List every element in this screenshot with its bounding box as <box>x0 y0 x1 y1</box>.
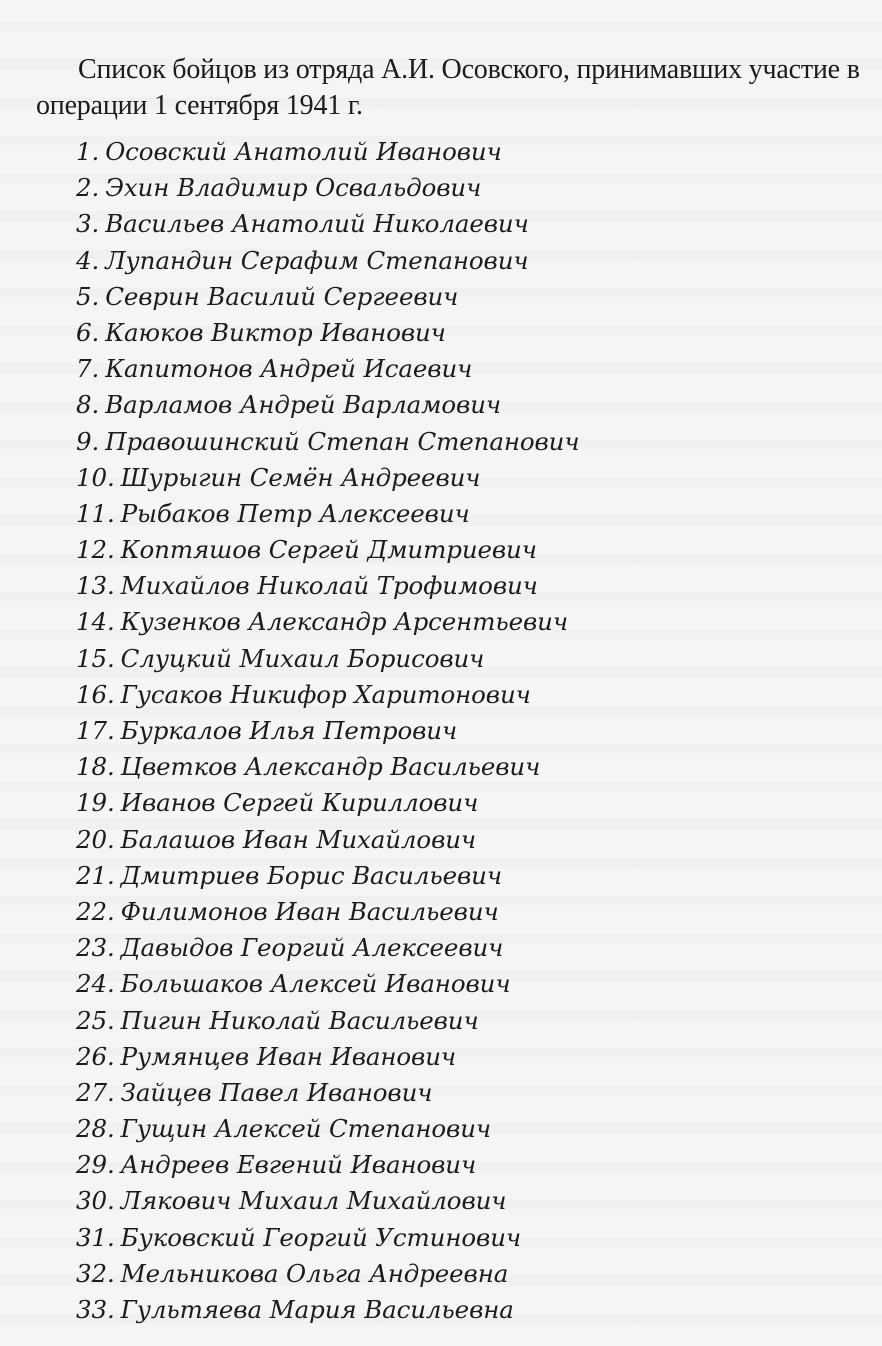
item-number: 32. <box>76 1258 115 1288</box>
item-number: 30. <box>76 1186 115 1216</box>
fighter-name: Михайлов Николай Трофимович <box>120 571 538 601</box>
fighter-name: Шурыгин Семён Андреевич <box>120 462 481 492</box>
item-number: 8. <box>76 390 100 420</box>
fighter-name: Каюков Виктор Иванович <box>105 317 446 347</box>
item-number: 27. <box>76 1077 115 1107</box>
list-item <box>76 134 580 170</box>
item-number: 26. <box>76 1041 115 1071</box>
item-number: 19. <box>76 788 115 818</box>
fighter-name: Гультяева Мария Васильевна <box>120 1295 514 1324</box>
list-item <box>76 568 580 604</box>
list-item <box>76 894 580 930</box>
list-item <box>76 1256 580 1292</box>
fighter-name: Слуцкий Михаил Борисович <box>120 643 485 673</box>
list-item <box>76 966 580 1002</box>
item-number: 21. <box>76 860 115 890</box>
list-item <box>76 749 580 785</box>
list-item <box>76 641 580 677</box>
fighter-name: Иванов Сергей Кириллович <box>120 788 479 818</box>
list-item <box>76 677 580 713</box>
list-item <box>76 604 580 640</box>
list-item <box>76 1292 580 1328</box>
item-number: 14. <box>76 607 115 637</box>
list-item <box>76 243 580 279</box>
fighter-name: Пигин Николай Васильевич <box>120 1005 479 1035</box>
fighter-name: Капитонов Андрей Исаевич <box>105 354 473 384</box>
item-number: 1. <box>76 137 100 166</box>
item-number: 15. <box>76 643 115 673</box>
list-item <box>76 315 580 351</box>
fighter-name: Коптяшов Сергей Дмитриевич <box>120 535 537 565</box>
fighter-name: Лупандин Серафим Степанович <box>105 245 529 275</box>
fighters-list <box>76 134 580 1328</box>
item-number: 6. <box>76 317 100 347</box>
item-number: 18. <box>76 752 115 782</box>
list-item <box>76 1147 580 1183</box>
list-item <box>76 930 580 966</box>
item-number: 25. <box>76 1005 115 1035</box>
fighter-name: Васильев Анатолий Николаевич <box>105 209 529 239</box>
list-item <box>76 170 580 206</box>
item-number: 20. <box>76 824 115 854</box>
list-item <box>76 1003 580 1039</box>
fighter-name: Правошинский Степан Степанович <box>105 426 580 456</box>
list-item <box>76 1075 580 1111</box>
fighter-name: Кузенков Александр Арсентьевич <box>120 607 568 637</box>
list-item <box>76 822 580 858</box>
list-item <box>76 858 580 894</box>
fighter-name: Давыдов Георгий Алексеевич <box>120 933 504 963</box>
list-item <box>76 351 580 387</box>
fighter-name: Мельникова Ольга Андреевна <box>120 1258 509 1288</box>
item-number: 22. <box>76 896 115 926</box>
list-item <box>76 279 580 315</box>
fighter-name: Эхин Владимир Освальдович <box>105 173 482 203</box>
item-number: 2. <box>76 173 100 203</box>
list-item <box>76 532 580 568</box>
item-number: 3. <box>76 209 100 239</box>
list-item <box>76 1220 580 1256</box>
fighter-name: Буковский Георгий Устинович <box>120 1222 522 1252</box>
list-item <box>76 1039 580 1075</box>
item-number: 4. <box>76 245 100 275</box>
fighter-name: Балашов Иван Михайлович <box>120 824 477 854</box>
fighter-name: Гусаков Никифор Харитонович <box>120 679 531 709</box>
item-number: 11. <box>76 498 115 528</box>
item-number: 10. <box>76 462 115 492</box>
fighter-name: Дмитриев Борис Васильевич <box>120 860 502 890</box>
list-item <box>76 785 580 821</box>
list-item <box>76 387 580 423</box>
fighter-name: Варламов Андрей Варламович <box>105 390 502 420</box>
item-number: 12. <box>76 535 115 565</box>
fighter-name: Осовский Анатолий Иванович <box>105 137 502 166</box>
list-heading: Список бойцов из отряда А.И. Осовского, принимавших участие в операции 1 сентября 1941 г. <box>36 54 860 121</box>
fighter-name: Филимонов Иван Васильевич <box>120 896 499 926</box>
fighter-name: Зайцев Павел Иванович <box>120 1077 433 1107</box>
fighter-name: Андреев Евгений Иванович <box>120 1150 477 1180</box>
item-number: 23. <box>76 933 115 963</box>
item-number: 7. <box>76 354 100 384</box>
item-number: 28. <box>76 1114 115 1144</box>
fighter-name: Большаков Алексей Иванович <box>120 969 511 999</box>
item-number: 9. <box>76 426 100 456</box>
list-item <box>76 424 580 460</box>
item-number: 17. <box>76 716 115 745</box>
list-item <box>76 1183 580 1219</box>
fighter-name: Румянцев Иван Иванович <box>120 1041 457 1071</box>
list-item <box>76 713 580 749</box>
item-number: 5. <box>76 281 100 311</box>
fighter-name: Рыбаков Петр Алексеевич <box>120 498 470 528</box>
fighter-name: Лякович Михаил Михайлович <box>120 1186 507 1216</box>
list-item <box>76 1111 580 1147</box>
item-number: 31. <box>76 1222 115 1252</box>
fighter-name: Гущин Алексей Степанович <box>120 1114 492 1144</box>
list-item <box>76 496 580 532</box>
item-number: 33. <box>76 1295 115 1324</box>
fighter-name: Севрин Василий Сергеевич <box>105 281 459 311</box>
list-item <box>76 206 580 242</box>
fighter-name: Цветков Александр Васильевич <box>120 752 541 782</box>
item-number: 16. <box>76 679 115 709</box>
item-number: 13. <box>76 571 115 601</box>
fighter-name: Буркалов Илья Петрович <box>120 716 458 745</box>
list-item <box>76 460 580 496</box>
item-number: 24. <box>76 969 115 999</box>
item-number: 29. <box>76 1150 115 1180</box>
